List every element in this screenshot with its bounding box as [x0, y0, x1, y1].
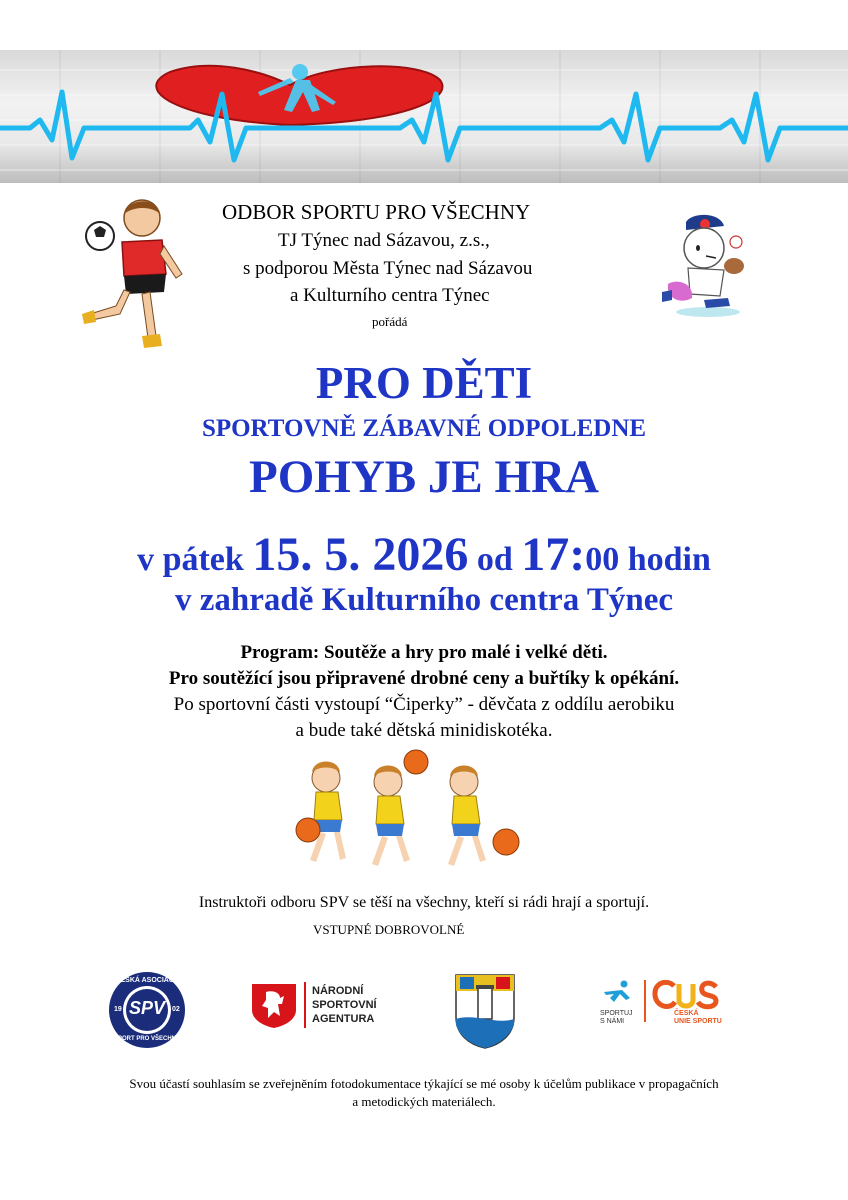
cus-name-2: UNIE SPORTU — [674, 1018, 722, 1025]
nsa-line-1: NÁRODNÍ — [312, 985, 364, 997]
footer-line-2: a metodických materiálech. — [352, 1094, 496, 1109]
baseball-kid-illustration — [658, 214, 750, 318]
event-title: PRO DĚTI — [315, 358, 533, 408]
footer-disclaimer — [0, 1075, 848, 1111]
cus-sportuj-1: SPORTUJ — [600, 1010, 633, 1017]
header-banner — [0, 50, 848, 183]
girl-figure — [448, 766, 519, 867]
instructors-note: Instruktoři odboru SPV se těší na všechny, kteří si rádi hrají a sportují. — [198, 894, 650, 911]
entry-fee: VSTUPNÉ DOBROVOLNÉ — [313, 922, 465, 937]
czech-lion-icon — [250, 982, 298, 1028]
tynec-coat-of-arms — [454, 973, 516, 1049]
baseball-icon — [730, 236, 742, 248]
time-prefix: od — [468, 541, 522, 578]
organizer-line-1: ODBOR SPORTU PRO VŠECHNY — [222, 200, 531, 224]
cus-logo — [598, 978, 728, 1028]
program-line-1: Program: Soutěže a hry pro malé i velké děti. — [240, 642, 608, 663]
cus-mark-icon — [652, 980, 720, 1010]
spv-year-left: 19 — [114, 1006, 122, 1013]
date-prefix: v pátek — [137, 541, 253, 578]
nsa-divider — [304, 982, 306, 1028]
organizer-line-4: a Kulturního centra Týnec — [290, 285, 490, 306]
girls-basketball-illustration — [280, 748, 530, 880]
event-time-rest: 00 hodin — [585, 541, 711, 578]
spv-top-text: ČESKÁ ASOCIACE — [115, 977, 179, 984]
cus-divider — [644, 980, 646, 1022]
cus-name-1: ČESKÁ — [674, 1010, 699, 1017]
heartbeat-banner-graphic — [0, 50, 848, 183]
organizer-line-3: s podporou Města Týnec nad Sázavou — [243, 258, 533, 279]
runner-icon — [600, 980, 636, 1008]
spv-year-right: 02 — [172, 1006, 180, 1013]
girl-figure — [372, 750, 428, 866]
event-place: v zahradě Kulturního centra Týnec — [174, 582, 674, 618]
cus-sportuj-2: S NÁMI — [600, 1018, 625, 1025]
event-time-hour: 17: — [521, 528, 586, 581]
event-subtitle: SPORTOVNĚ ZÁBAVNÉ ODPOLEDNE — [201, 415, 647, 442]
nsa-line-2: SPORTOVNÍ — [312, 999, 377, 1011]
spv-mark: SPV — [128, 998, 166, 1018]
program-line-2: Pro soutěžící jsou připravené drobné ceny a buřtíky k opékání. — [168, 668, 680, 689]
event-date-line — [0, 527, 848, 582]
spv-bottom-text: SPORT PRO VŠECHNY — [113, 1036, 180, 1042]
organizer-line-5: pořádá — [372, 314, 408, 329]
program-line-4: a bude také dětská minidiskotéka. — [295, 720, 553, 741]
girl-figure — [296, 762, 346, 863]
event-date: 15. 5. 2026 — [252, 528, 469, 581]
boy-football-illustration — [78, 196, 188, 354]
organizer-line-2: TJ Týnec nad Sázavou, z.s., — [278, 230, 490, 251]
program-line-3: Po sportovní části vystoupí “Čiperky” - děvčata z oddílu aerobiku — [173, 694, 675, 715]
spv-logo — [108, 971, 186, 1049]
footer-line-1: Svou účastí souhlasím se zveřejněním fotodokumentace týkající se mé osoby k účelům publikace v propagačních — [129, 1076, 719, 1091]
nsa-logo — [250, 980, 400, 1032]
event-slogan: POHYB JE HRA — [249, 451, 599, 503]
nsa-line-3: AGENTURA — [312, 1013, 375, 1025]
